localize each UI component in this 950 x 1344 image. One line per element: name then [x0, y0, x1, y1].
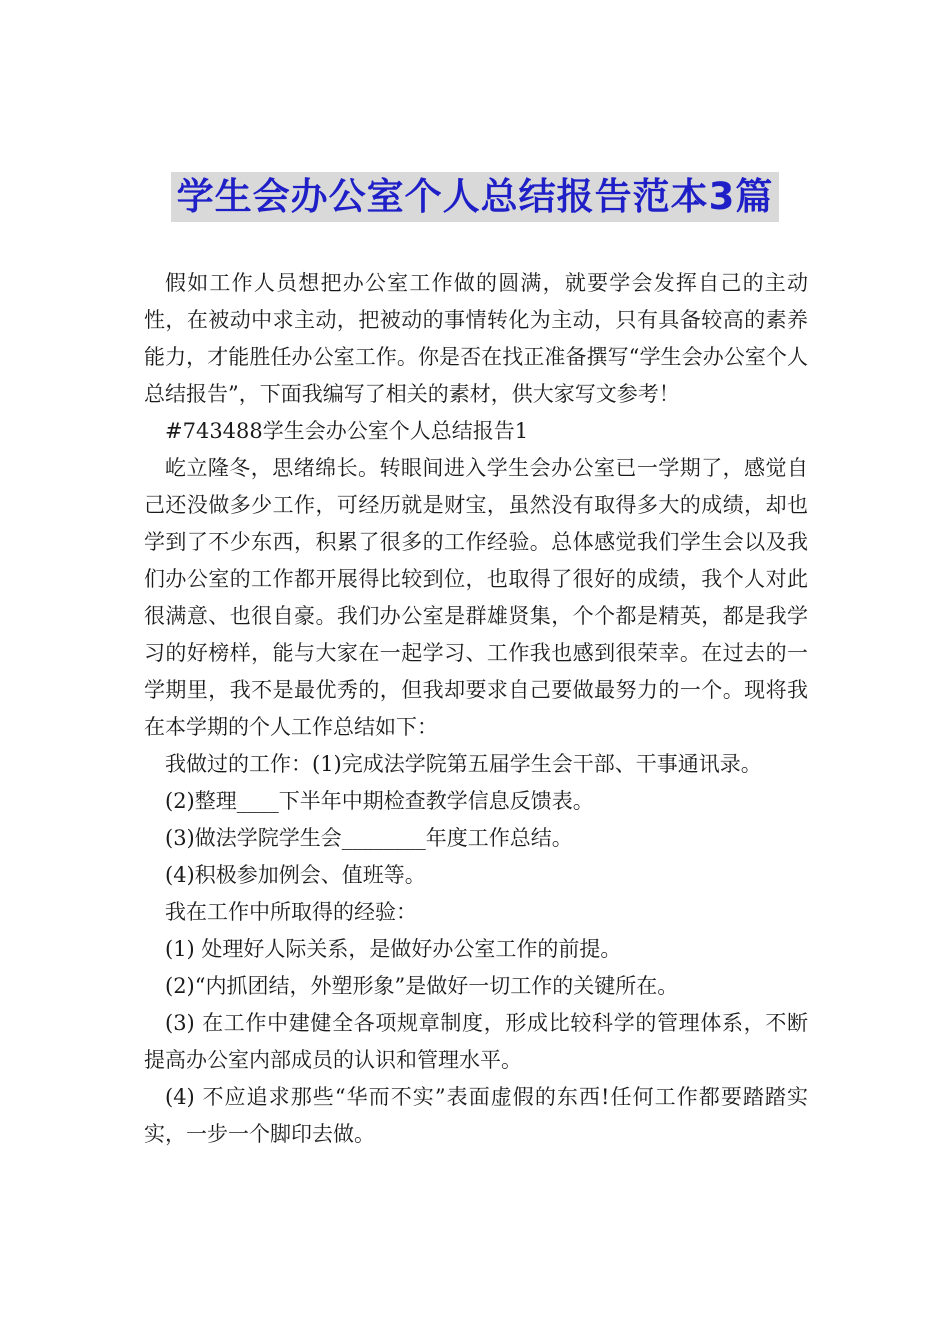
- experience-item: (4) 不应追求那些“华而不实”表面虚假的东西!任何工作都要踏踏实实，一步一个脚印去做。: [144, 1085, 808, 1146]
- section-heading: #743488学生会办公室个人总结报告1: [165, 419, 529, 443]
- work-item: (4)积极参加例会、值班等。: [165, 863, 426, 887]
- work-item: (3)做法学院学生会________年度工作总结。: [165, 826, 573, 850]
- body-paragraph: 屹立隆冬，思绪绵长。转眼间进入学生会办公室已一学期了，感觉自己还没做多少工作，可经历就是财宝，虽然没有取得多大的成绩，却也学到了不少东西，积累了很多的工作经验。总体感觉我们学生会以及我们办公室的工作都开展得比较到位，也取得了很好的成绩，我个人对此很满意、也很自豪。我们办公室是群雄贤集，个个都是精英，都是我学习的好榜样，能与大家在一起学习、工作我也感到很荣幸。在过去的一学期里，我不是最优秀的，但我却要求自己要做最努力的一个。现将我在本学期的个人工作总结如下：: [144, 456, 808, 739]
- title-container: [0, 172, 950, 222]
- experience-item: (3) 在工作中建健全各项规章制度，形成比较科学的管理体系，不断提高办公室内部成员的认识和管理水平。: [144, 1011, 808, 1072]
- work-item: 我做过的工作：(1)完成法学院第五届学生会干部、干事通讯录。: [165, 752, 762, 776]
- experience-heading: 我在工作中所取得的经验：: [165, 900, 417, 924]
- document-title: 学生会办公室个人总结报告范本3篇: [171, 172, 780, 222]
- experience-item: (2)“内抓团结，外塑形象”是做好一切工作的关键所在。: [165, 974, 679, 998]
- intro-paragraph: 假如工作人员想把办公室工作做的圆满，就要学会发挥自己的主动性，在被动中求主动，把被动的事情转化为主动，只有具备较高的素养能力，才能胜任办公室工作。你是否在找正准备撰写“学生会办公室个人总结报告”，下面我编写了相关的素材，供大家写文参考！: [144, 271, 808, 406]
- experience-item: (1) 处理好人际关系，是做好办公室工作的前提。: [165, 937, 622, 961]
- document-body: [144, 265, 808, 1153]
- work-item: (2)整理____下半年中期检查教学信息反馈表。: [165, 789, 594, 813]
